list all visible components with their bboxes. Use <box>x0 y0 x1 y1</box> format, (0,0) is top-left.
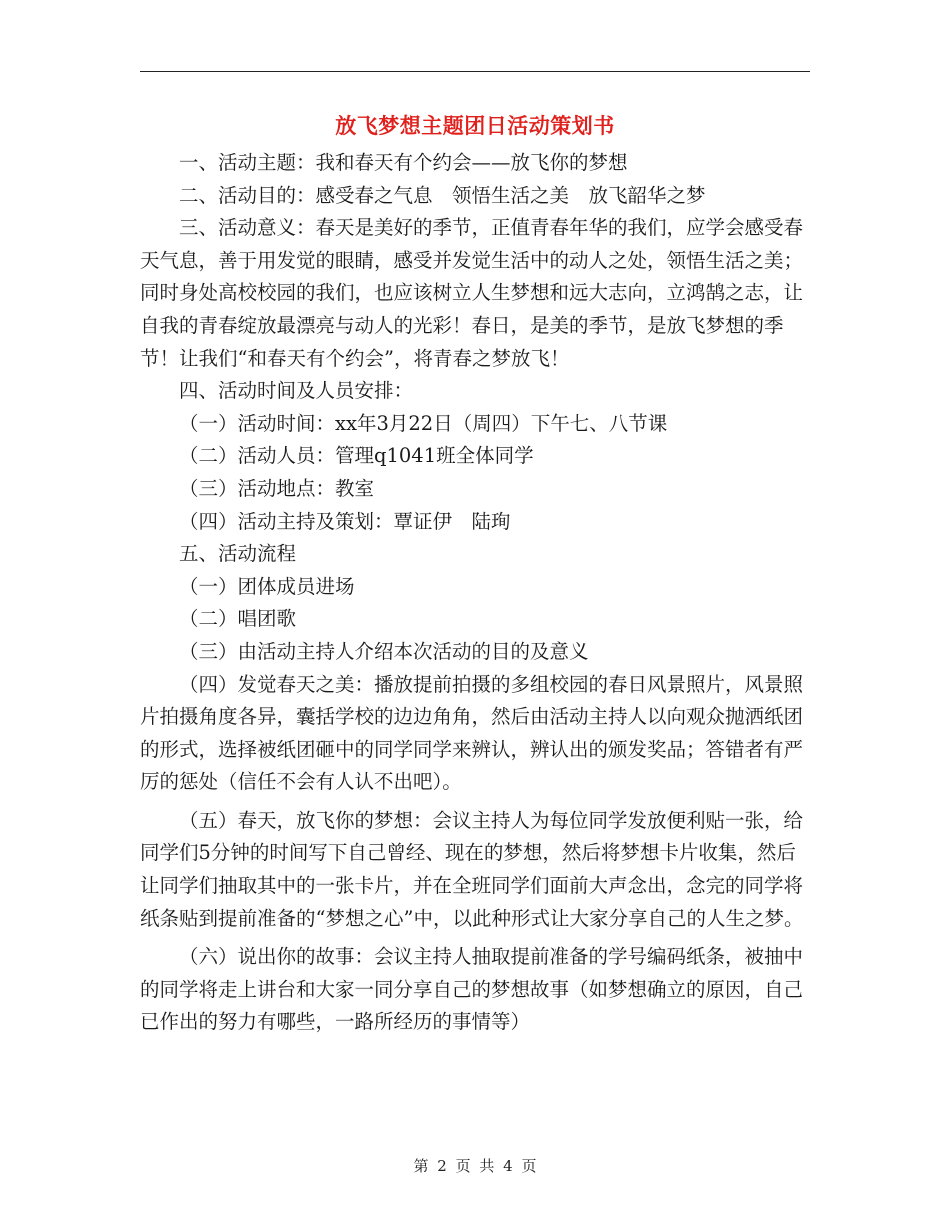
paragraph-process-step-3: （三）由活动主持人介绍本次活动的目的及意义 <box>179 639 589 663</box>
header-rule <box>140 71 810 72</box>
paragraph-activity-significance: 三、活动意义：春天是美好的季节，正值青春年华的我们，应学会感受春天气息，善于用发觉的眼睛，感受并发觉生活中的动人之处，领悟生活之美；同时身处高校校园的我们，也应该树立人生梦想和远大志向，立鸿鹄之志，让自我的青春绽放最漂亮与动人的光彩！春日，是美的季节，是放飞梦想的季节！让我们“和春天有个约会”，将青春之梦放飞！ <box>140 216 804 370</box>
paragraph-process-step-5: （五）春天，放飞你的梦想：会议主持人为每位同学发放便利贴一张，给同学们5分钟的时间写下自己曾经、现在的梦想，然后将梦想卡片收集，然后让同学们抽取其中的一张卡片，并在全班同学们面前大声念出，念完的同学将纸条贴到提前准备的“梦想之心”中，以此种形式让大家分享自己的人生之梦。 <box>140 808 804 930</box>
document-title: 放飞梦想主题团日活动策划书 <box>335 113 615 138</box>
paragraph-activity-time: （一）活动时间：xx年3月22日（周四）下午七、八节课 <box>179 411 668 435</box>
page-number-footer: 第 2 页 共 4 页 <box>413 1157 537 1175</box>
paragraph-host-and-planner: （四）活动主持及策划：覃证伊 陆珣 <box>179 509 511 533</box>
paragraph-process-step-2: （二）唱团歌 <box>179 607 297 631</box>
paragraph-process-step-4: （四）发觉春天之美：播放提前拍摄的多组校园的春日风景照片，风景照片拍摄角度各异，囊括学校的边边角角，然后由活动主持人以向观众抛洒纸团的形式，选择被纸团砸中的同学同学来辨认，辨认出的颁发奖品；答错者有严厉的惩处（信任不会有人认不出吧）。 <box>140 672 804 794</box>
document-body <box>140 147 810 1039</box>
paragraph-process-step-1: （一）团体成员进场 <box>179 574 355 598</box>
paragraph-activity-purpose: 二、活动目的：感受春之气息 领悟生活之美 放飞韶华之梦 <box>179 183 706 207</box>
paragraph-process-step-6: （六）说出你的故事：会议主持人抽取提前准备的学号编码纸条，被抽中的同学将走上讲台和大家一同分享自己的梦想故事（如梦想确立的原因，自己已作出的努力有哪些，一路所经历的事情等） <box>140 945 804 1034</box>
paragraph-activity-participants: （二）活动人员：管理q1041班全体同学 <box>179 444 534 468</box>
paragraph-activity-location: （三）活动地点：教室 <box>179 476 375 500</box>
paragraph-time-and-staff-heading: 四、活动时间及人员安排： <box>179 379 414 403</box>
paragraph-activity-theme: 一、活动主题：我和春天有个约会——放飞你的梦想 <box>179 151 628 174</box>
paragraph-process-heading: 五、活动流程 <box>179 542 297 566</box>
